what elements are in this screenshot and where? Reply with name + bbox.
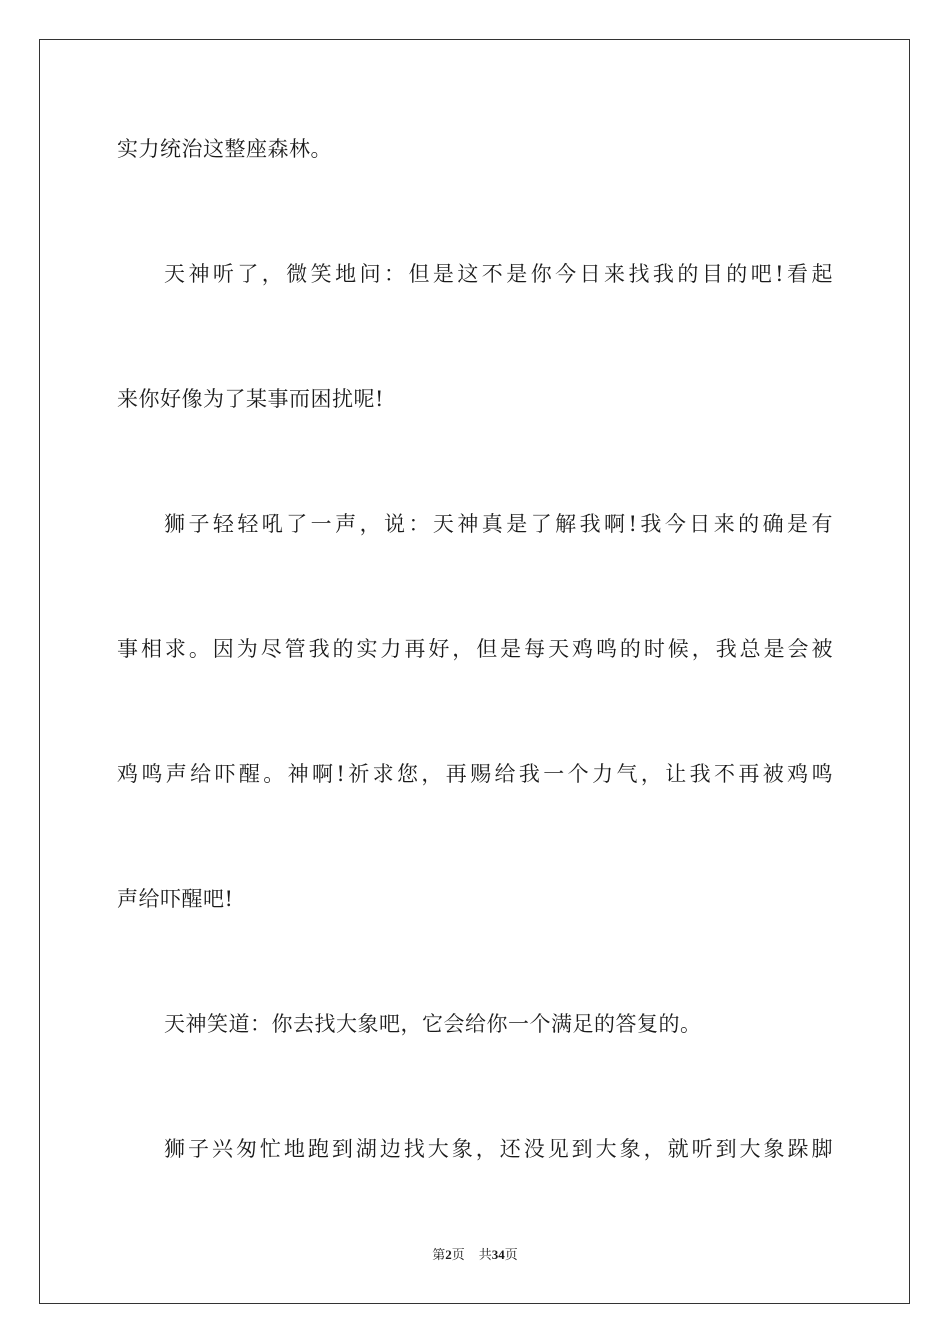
text-line-6: 鸡鸣声给吓醒。神啊!祈求您，再赐给我一个力气，让我不再被鸡鸣 (117, 762, 833, 786)
text-line-8: 天神笑道：你去找大象吧，它会给你一个满足的答复的。 (164, 1012, 702, 1036)
text-line-4: 狮子轻轻吼了一声，说：天神真是了解我啊!我今日来的确是有 (164, 512, 833, 536)
text-line-9: 狮子兴匆忙地跑到湖边找大象，还没见到大象，就听到大象跺脚 (164, 1137, 833, 1161)
text-line-3: 来你好像为了某事而困扰呢! (117, 387, 384, 411)
page-suffix: 页 (451, 1247, 465, 1262)
text-line-5: 事相求。因为尽管我的实力再好，但是每天鸡鸣的时候，我总是会被 (117, 637, 833, 661)
total-pages: 34 (491, 1247, 505, 1262)
page-footer (0, 1246, 950, 1264)
text-line-2: 天神听了，微笑地问：但是这不是你今日来找我的目的吧!看起 (164, 262, 833, 286)
page-border (39, 39, 910, 1304)
text-line-7: 声给吓醒吧! (117, 887, 234, 911)
page-prefix: 第 (432, 1247, 446, 1262)
total-prefix: 共 (478, 1247, 492, 1262)
page-number: 2 (445, 1247, 452, 1262)
total-suffix: 页 (504, 1247, 518, 1262)
text-line-1: 实力统治这整座森林。 (117, 137, 332, 161)
